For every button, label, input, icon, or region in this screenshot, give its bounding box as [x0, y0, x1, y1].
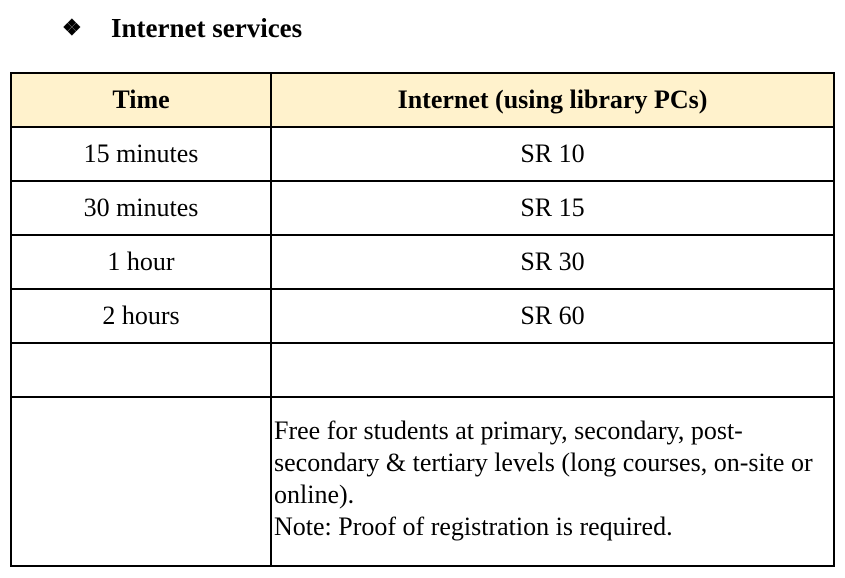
- table-row-note: [11, 397, 834, 566]
- table-row: [11, 181, 834, 235]
- free-for-students-text: Free for students at primary, secondary, post-secondary & tertiary levels (long courses, on-site or online).: [274, 416, 813, 509]
- time-cell: 1 hour: [11, 235, 271, 289]
- header-time: Time: [11, 73, 271, 127]
- section-title: Internet services: [111, 12, 303, 43]
- table-row: [11, 127, 834, 181]
- price-cell: SR 30: [271, 235, 834, 289]
- time-cell: [11, 343, 271, 397]
- time-cell: 2 hours: [11, 289, 271, 343]
- time-cell: 30 minutes: [11, 181, 271, 235]
- registration-note-text: Note: Proof of registration is required.: [274, 512, 673, 541]
- header-internet: Internet (using library PCs): [271, 73, 834, 127]
- table-row-empty: [11, 343, 834, 397]
- price-cell: SR 10: [271, 127, 834, 181]
- price-cell: SR 60: [271, 289, 834, 343]
- diamond-bullet-icon: ❖: [62, 15, 82, 40]
- price-cell: [271, 343, 834, 397]
- internet-fees-table: [10, 72, 835, 567]
- price-cell: SR 15: [271, 181, 834, 235]
- table-header-row: [11, 73, 834, 127]
- time-cell: 15 minutes: [11, 127, 271, 181]
- student-note-cell: [271, 397, 834, 566]
- section-heading: [62, 10, 302, 46]
- table-row: [11, 289, 834, 343]
- table-row: [11, 235, 834, 289]
- time-cell: [11, 397, 271, 566]
